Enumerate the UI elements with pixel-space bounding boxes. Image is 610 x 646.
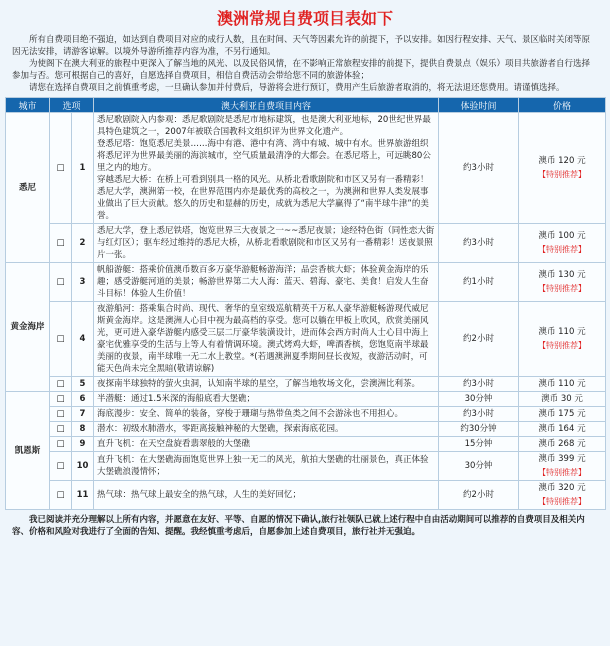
table-header-row [6,98,606,113]
item-duration: 30分钟 [439,392,519,407]
header-duration: 体验时间 [439,98,519,113]
table-row [6,407,606,422]
item-duration: 30分钟 [439,452,519,481]
recommend-badge: 【特别推荐】 [538,284,587,293]
item-content [94,302,439,377]
item-description: 悉尼大学，澳洲第一校，在世界范围内亦是最优秀的高校之一，为澳洲和世界人类发展事业做出了巨大贡献。悠久的历史和显赫的历史，成就为悉尼大学赢得了“南半球牛津”的美誉。 [97,187,429,221]
item-price: 澳币 30 元 [541,394,583,404]
table-row [6,437,606,452]
item-description: 直升飞机：在大堡礁海面饱览世界上独一无二的风光，航拍大堡礁的壮丽景色，真正体验大堡礁浪漫情怀； [97,455,429,477]
table-row [6,113,606,224]
header-city: 城市 [6,98,50,113]
option-checkbox[interactable]: □ [50,392,72,407]
item-content [94,224,439,263]
item-price-cell [519,392,606,407]
item-duration: 约3小时 [439,377,519,392]
item-content [94,113,439,224]
item-number: 7 [72,407,94,422]
option-checkbox[interactable]: □ [50,377,72,392]
item-price-cell [519,407,606,422]
header-option: 选项 [50,98,94,113]
option-checkbox[interactable]: □ [50,407,72,422]
header-content: 澳大利亚自费项目内容 [94,98,439,113]
item-description: 登悉尼塔：饱览悉尼美景……海中有港、港中有湾、湾中有城、城中有水。世界旅游组织将悉尼评为世界最美丽的海滨城市，空气质量最清净的大都会。在悉尼塔上，可远眺80公里之内的地方。 [97,139,431,173]
item-number: 6 [72,392,94,407]
item-number: 10 [72,452,94,481]
item-content [94,407,439,422]
item-number: 3 [72,263,94,302]
recommend-badge: 【特别推荐】 [538,341,587,350]
item-price: 澳币 320 元 [538,483,586,493]
recommend-badge: 【特别推荐】 [538,497,587,506]
item-number: 1 [72,113,94,224]
item-price: 澳币 130 元 [538,270,586,280]
option-checkbox[interactable]: □ [50,302,72,377]
item-content [94,437,439,452]
table-row [6,422,606,437]
table-row [6,481,606,510]
option-checkbox[interactable]: □ [50,437,72,452]
header-price: 价格 [519,98,606,113]
item-price: 澳币 164 元 [538,424,586,434]
item-description: 悉尼歌剧院入内参观：悉尼歌剧院是悉尼市地标建筑，也是澳大利亚地标，20世纪世界最具特色建筑之一，2007年被联合国教科文组织评为世界文化遗产。 [97,115,431,137]
item-duration: 约1小时 [439,263,519,302]
item-price-cell [519,377,606,392]
table-body [6,113,606,510]
city-cell: 凯恩斯 [6,392,50,510]
item-price: 澳币 399 元 [538,454,586,464]
option-checkbox[interactable]: □ [50,263,72,302]
item-price-cell [519,437,606,452]
item-number: 11 [72,481,94,510]
option-checkbox[interactable]: □ [50,422,72,437]
city-cell: 悉尼 [6,113,50,263]
table-row [6,452,606,481]
recommend-badge: 【特别推荐】 [538,245,587,254]
intro-paragraph: 所有自费项目绝不强迫，如达到自费项目对应的成行人数，且在时间、天气等因素允许的前提下，予以安排。如因行程安排、天气、景区临时关闭等原因无法安排，请游客谅解。以境外导游所推荐内容为准，不另行通知。 [12,35,591,57]
item-description: 直升飞机：在天空盘旋看翡翠般的大堡礁 [97,439,251,449]
item-number: 9 [72,437,94,452]
item-duration: 约30分钟 [439,422,519,437]
item-duration: 约2小时 [439,481,519,510]
item-duration: 约2小时 [439,302,519,377]
option-checkbox[interactable]: □ [50,481,72,510]
option-checkbox[interactable]: □ [50,224,72,263]
item-description: 穿越悉尼大桥：在桥上可看到别具一格的风光。从桥北看歌剧院和市区又另有一番精彩！ [97,175,429,185]
item-duration: 约3小时 [439,407,519,422]
item-description: 夜探南半球独特的萤火虫洞，认知南半球的星空，了解当地牧场文化，尝澳洲比利茶。 [97,379,421,389]
item-number: 5 [72,377,94,392]
item-price: 澳币 110 元 [538,379,586,389]
item-description: 海底漫步：安全、简单的装备，穿梭于珊瑚与热带鱼类之间不会游泳也不用担心。 [97,409,404,419]
item-price-cell [519,113,606,224]
item-price: 澳币 268 元 [538,439,586,449]
item-duration: 约3小时 [439,224,519,263]
item-description: 悉尼大学，登上悉尼铁塔，饱览世界三大夜景之一~~悉尼夜景；途经特色街（同性恋大街与红灯区）；驱车经过维持的悉尼大桥，从桥北看歌剧院和市区又另有一番精彩！送夜景照片一张。 [97,226,435,260]
city-cell: 黄金海岸 [6,263,50,392]
item-description: 半潜艇：通过1.5米深的海船底看大堡礁； [97,394,256,404]
item-price: 澳币 110 元 [538,327,586,337]
item-price: 澳币 175 元 [538,409,586,419]
option-checkbox[interactable]: □ [50,452,72,481]
item-content [94,392,439,407]
item-content [94,422,439,437]
table-row [6,377,606,392]
item-duration: 15分钟 [439,437,519,452]
item-price: 澳币 120 元 [538,156,586,166]
table-row [6,263,606,302]
intro-paragraph: 请您在选择自费项目之前慎重考虑，一旦确认参加并付费后，导游将会进行预订，费用产生后旅游者取消的，将无法退还您费用。请谨慎选择。 [29,83,565,93]
footer-statement [0,510,610,538]
recommend-badge: 【特别推荐】 [538,170,587,179]
table-row [6,302,606,377]
item-content [94,481,439,510]
recommend-badge: 【特别推荐】 [538,468,587,477]
item-content [94,452,439,481]
item-price-cell [519,302,606,377]
item-description: 热气球：热气球上最安全的热气球，人生的美好回忆； [97,490,302,500]
table-row [6,224,606,263]
item-price-cell [519,263,606,302]
item-number: 4 [72,302,94,377]
item-price: 澳币 100 元 [538,231,586,241]
intro [0,34,610,94]
item-price-cell [519,224,606,263]
item-price-cell [519,422,606,437]
item-description: 夜游船河：搭乘集合时尚、现代、奢华的皇室级巡航精英千万私人豪华游艇畅游现代威尼斯黄金海岸。这是澳洲人心目中视为最高档的享受。您可以躺在甲板上吹风，欣赏美丽风光，更可进入豪华游艇内感受三层二厅豪华装潢设计，进而体会西方时尚人士心目中海上豪宅优雅享受的生活与上等人有着情调环境。澳式烤鸡大虾，啤酒香槟，您饱览南半球最美丽的夜景，南半球唯一无二水上教堂。*(若遇澳洲夏季期间昼长夜短，夜游活动时，可能天色尚未完全黑暗(敬请谅解) [97,304,429,374]
option-checkbox[interactable]: □ [50,113,72,224]
footer-text: 我已阅读并充分理解以上所有内容，并愿意在友好、平等、自愿的情况下确认,旅行社领队已就上述行程中自由活动期间可以推荐的自费项目及相关内容、价格和风险对我进行了全面的告知、提醒。我经慎重考虑后，自愿参加上述自费项目，旅行社并无强迫。 [12,515,585,537]
item-description: 潜水：初级水肺潜水，零距离接触神秘的大堡礁，探索海底花园。 [97,424,344,434]
intro-paragraph: 为使阁下在澳大利亚的旅程中更深入了解当地的风光、以及民俗风情，在不影响正常旅程安排的前提下，提供自费景点（娱乐）项目共旅游者自行选择参加与否。您可根据自己的喜好，自愿选择自费项目，相信自费活动会带给您不同的旅游体验； [12,59,591,81]
item-price-cell [519,481,606,510]
item-number: 8 [72,422,94,437]
item-price-cell [519,452,606,481]
table-row [6,392,606,407]
item-duration: 约3小时 [439,113,519,224]
item-number: 2 [72,224,94,263]
item-content [94,263,439,302]
item-description: 帆船游艇：搭乘价值澳币数百多万豪华游艇畅游海洋；品尝香槟大虾；体验黄金海岸的乐趣；感受游艇河道的美景；畅游世界第二大人海：蓝天、碧海、豪宅、美食！启发人生奋斗目标！体验人生价值！ [97,265,429,299]
item-content [94,377,439,392]
items-table [5,97,606,510]
page-title: 澳洲常规自费项目表如下 [216,9,393,28]
